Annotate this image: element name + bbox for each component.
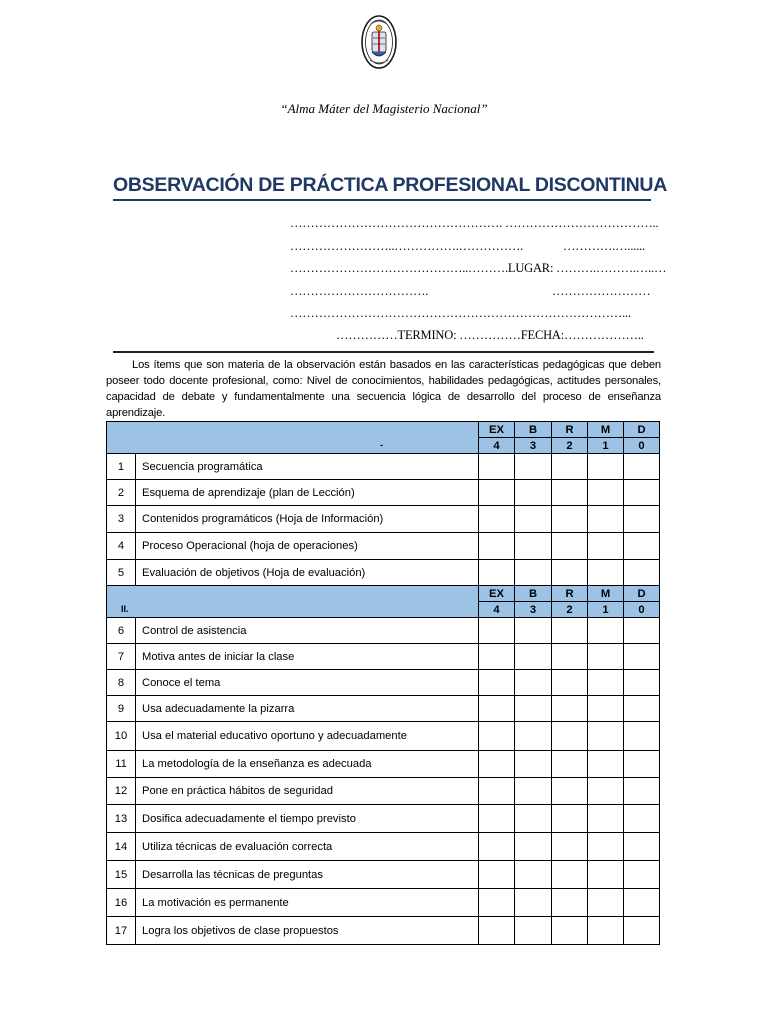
rating-cell[interactable] <box>552 480 588 506</box>
rating-cell[interactable] <box>588 889 624 917</box>
item-number: 10 <box>107 722 136 751</box>
field-line-5[interactable]: ………………………………………………………………………... <box>290 306 631 320</box>
rating-cell[interactable] <box>588 670 624 696</box>
rating-cell[interactable] <box>624 696 660 722</box>
table-row <box>107 861 660 889</box>
rating-cell[interactable] <box>515 506 552 533</box>
scale-label: R <box>552 586 588 602</box>
separator-rule <box>113 351 654 353</box>
rating-cell[interactable] <box>552 833 588 861</box>
table-row <box>107 722 660 751</box>
item-text: Conoce el tema <box>136 670 479 696</box>
table-row <box>107 618 660 644</box>
item-number: 7 <box>107 644 136 670</box>
item-text: Usa adecuadamente la pizarra <box>136 696 479 722</box>
field-line-6b: : …………… <box>453 328 521 342</box>
rating-cell[interactable] <box>479 833 515 861</box>
item-number: 4 <box>107 533 136 560</box>
item-number: 1 <box>107 454 136 480</box>
section-header-label <box>107 586 479 618</box>
item-number: 14 <box>107 833 136 861</box>
table-row <box>107 560 660 586</box>
rating-cell[interactable] <box>552 917 588 945</box>
scale-value: 1 <box>588 602 624 618</box>
field-line-4a[interactable]: ……………………………. <box>290 284 429 298</box>
rating-cell[interactable] <box>515 861 552 889</box>
table-row <box>107 917 660 945</box>
item-text: Logra los objetivos de clase propuestos <box>136 917 479 945</box>
scale-value: 3 <box>515 602 552 618</box>
rating-cell[interactable] <box>624 454 660 480</box>
rating-cell[interactable] <box>624 861 660 889</box>
section-header-row <box>107 586 660 602</box>
rating-cell[interactable] <box>624 805 660 833</box>
rating-cell[interactable] <box>515 696 552 722</box>
rating-cell[interactable] <box>479 560 515 586</box>
section-2-label: II. <box>121 603 129 614</box>
item-number: 8 <box>107 670 136 696</box>
rating-cell[interactable] <box>552 778 588 805</box>
scale-label: B <box>515 586 552 602</box>
field-line-2b[interactable]: ………….…...... <box>563 239 645 253</box>
rating-cell[interactable] <box>479 917 515 945</box>
rating-cell[interactable] <box>515 533 552 560</box>
scale-value: 3 <box>515 438 552 454</box>
rating-cell[interactable] <box>588 560 624 586</box>
item-number: 5 <box>107 560 136 586</box>
rating-cell[interactable] <box>515 722 552 751</box>
rating-cell[interactable] <box>515 644 552 670</box>
item-number: 3 <box>107 506 136 533</box>
rating-cell[interactable] <box>515 560 552 586</box>
scale-label: D <box>624 422 660 438</box>
rating-cell[interactable] <box>552 861 588 889</box>
item-number: 6 <box>107 618 136 644</box>
rating-cell[interactable] <box>479 861 515 889</box>
field-line-4b[interactable]: …………………… <box>552 284 651 298</box>
item-text: Usa el material educativo oportuno y adecuadamente <box>136 722 479 751</box>
rating-cell[interactable] <box>588 644 624 670</box>
item-number: 9 <box>107 696 136 722</box>
field-line-3b: : ……….……….…..… <box>549 261 667 275</box>
table-row <box>107 670 660 696</box>
rating-cell[interactable] <box>515 454 552 480</box>
item-number: 13 <box>107 805 136 833</box>
field-line-6a: …………… <box>336 328 398 342</box>
scale-value: 2 <box>552 438 588 454</box>
rating-cell[interactable] <box>552 751 588 778</box>
intro-text: Los ítems que son materia de la observación están basados en las características pedagógicas que deben poseer todo docente profesional, como: Nivel de conocimientos, habilidades pedagógicas, actitudes personales, capacidad de debate y fundamentalmente una secuencia lógica de desarrollo del proceso de enseñanza aprendizaje. <box>106 359 661 419</box>
scale-value: 4 <box>479 438 515 454</box>
item-text: Pone en práctica hábitos de seguridad <box>136 778 479 805</box>
field-line-2a[interactable]: ……………………..…………….……………. <box>290 239 524 253</box>
item-text: Proceso Operacional (hoja de operaciones) <box>136 533 479 560</box>
scale-value: 0 <box>624 438 660 454</box>
scale-label: B <box>515 422 552 438</box>
scale-label: M <box>588 586 624 602</box>
item-text: La metodología de la enseñanza es adecuada <box>136 751 479 778</box>
scale-value: 4 <box>479 602 515 618</box>
rating-cell[interactable] <box>624 670 660 696</box>
rating-cell[interactable] <box>588 917 624 945</box>
rating-cell[interactable] <box>479 889 515 917</box>
rating-cell[interactable] <box>515 670 552 696</box>
rating-cell[interactable] <box>552 644 588 670</box>
rating-cell[interactable] <box>515 833 552 861</box>
field-line-3a: ……………………………………..………. <box>290 261 508 275</box>
rating-cell[interactable] <box>515 889 552 917</box>
rating-cell[interactable] <box>479 506 515 533</box>
rating-cell[interactable] <box>479 751 515 778</box>
table-row <box>107 454 660 480</box>
rating-cell[interactable] <box>588 833 624 861</box>
rating-cell[interactable] <box>552 454 588 480</box>
rating-cell[interactable] <box>588 751 624 778</box>
table-row <box>107 644 660 670</box>
university-seal-logo <box>361 14 397 70</box>
item-text: Utiliza técnicas de evaluación correcta <box>136 833 479 861</box>
termino-label: TERMINO <box>397 328 454 342</box>
rating-cell[interactable] <box>624 751 660 778</box>
table-row <box>107 805 660 833</box>
rating-cell[interactable] <box>479 778 515 805</box>
item-number: 2 <box>107 480 136 506</box>
rating-cell[interactable] <box>624 778 660 805</box>
table-row <box>107 533 660 560</box>
table-row <box>107 696 660 722</box>
rating-cell[interactable] <box>624 618 660 644</box>
title-underline <box>113 199 651 201</box>
section-1-marker: - <box>380 439 383 450</box>
rating-cell[interactable] <box>479 644 515 670</box>
table-row <box>107 506 660 533</box>
item-text: Secuencia programática <box>136 454 479 480</box>
rating-cell[interactable] <box>479 805 515 833</box>
item-number: 11 <box>107 751 136 778</box>
rating-cell[interactable] <box>515 751 552 778</box>
scale-label: EX <box>479 586 515 602</box>
item-number: 17 <box>107 917 136 945</box>
field-line-6c: :……………….. <box>560 328 644 342</box>
table-row <box>107 480 660 506</box>
scale-value: 2 <box>552 602 588 618</box>
rating-cell[interactable] <box>479 618 515 644</box>
item-text: Contenidos programáticos (Hoja de Información) <box>136 506 479 533</box>
item-text: La motivación es permanente <box>136 889 479 917</box>
rating-cell[interactable] <box>552 722 588 751</box>
table-row <box>107 889 660 917</box>
rating-cell[interactable] <box>624 533 660 560</box>
rating-cell[interactable] <box>479 480 515 506</box>
page-title: OBSERVACIÓN DE PRÁCTICA PROFESIONAL DISCONTINUA <box>113 174 667 196</box>
field-line-1[interactable]: ……………………………………………. ……………………………….. <box>290 216 659 230</box>
rating-cell[interactable] <box>624 889 660 917</box>
rating-cell[interactable] <box>515 917 552 945</box>
rating-cell[interactable] <box>624 506 660 533</box>
scale-label: D <box>624 586 660 602</box>
item-number: 15 <box>107 861 136 889</box>
scale-value: 1 <box>588 438 624 454</box>
rating-cell[interactable] <box>515 805 552 833</box>
rating-cell[interactable] <box>588 696 624 722</box>
item-text: Dosifica adecuadamente el tiempo previsto <box>136 805 479 833</box>
rating-cell[interactable] <box>552 618 588 644</box>
rating-cell[interactable] <box>515 618 552 644</box>
intro-paragraph <box>106 357 661 421</box>
rating-cell[interactable] <box>624 917 660 945</box>
rating-cell[interactable] <box>588 778 624 805</box>
rating-cell[interactable] <box>588 480 624 506</box>
item-number: 16 <box>107 889 136 917</box>
table-row <box>107 778 660 805</box>
item-text: Motiva antes de iniciar la clase <box>136 644 479 670</box>
rating-cell[interactable] <box>588 805 624 833</box>
rating-cell[interactable] <box>552 889 588 917</box>
item-number: 12 <box>107 778 136 805</box>
lugar-label: LUGAR <box>507 261 550 275</box>
table-row <box>107 833 660 861</box>
item-text: Evaluación de objetivos (Hoja de evaluación) <box>136 560 479 586</box>
rating-cell[interactable] <box>515 778 552 805</box>
rating-cell[interactable] <box>479 696 515 722</box>
rating-cell[interactable] <box>479 670 515 696</box>
motto: “Alma Máter del Magisterio Nacional” <box>280 101 488 116</box>
item-text: Desarrolla las técnicas de preguntas <box>136 861 479 889</box>
scale-label: EX <box>479 422 515 438</box>
scale-label: R <box>552 422 588 438</box>
rating-cell[interactable] <box>624 480 660 506</box>
fecha-label: FECHA <box>520 328 561 342</box>
rating-cell[interactable] <box>588 454 624 480</box>
section-header-label <box>107 422 479 454</box>
rating-cell[interactable] <box>588 722 624 751</box>
evaluation-table <box>106 421 660 945</box>
rating-cell[interactable] <box>588 533 624 560</box>
rating-cell[interactable] <box>552 560 588 586</box>
rating-cell[interactable] <box>552 805 588 833</box>
scale-label: M <box>588 422 624 438</box>
rating-cell[interactable] <box>552 670 588 696</box>
rating-cell[interactable] <box>624 560 660 586</box>
lugar-field[interactable] <box>290 261 666 276</box>
rating-cell[interactable] <box>624 833 660 861</box>
item-text: Control de asistencia <box>136 618 479 644</box>
rating-cell[interactable] <box>624 722 660 751</box>
rating-cell[interactable] <box>515 480 552 506</box>
rating-cell[interactable] <box>552 506 588 533</box>
rating-cell[interactable] <box>479 722 515 751</box>
termino-fecha-field[interactable] <box>336 328 644 343</box>
rating-cell[interactable] <box>588 861 624 889</box>
rating-cell[interactable] <box>624 644 660 670</box>
section-header-row <box>107 422 660 438</box>
scale-value: 0 <box>624 602 660 618</box>
rating-cell[interactable] <box>552 696 588 722</box>
rating-cell[interactable] <box>588 506 624 533</box>
item-text: Esquema de aprendizaje (plan de Lección) <box>136 480 479 506</box>
rating-cell[interactable] <box>588 618 624 644</box>
rating-cell[interactable] <box>479 533 515 560</box>
table-row <box>107 751 660 778</box>
rating-cell[interactable] <box>479 454 515 480</box>
rating-cell[interactable] <box>552 533 588 560</box>
